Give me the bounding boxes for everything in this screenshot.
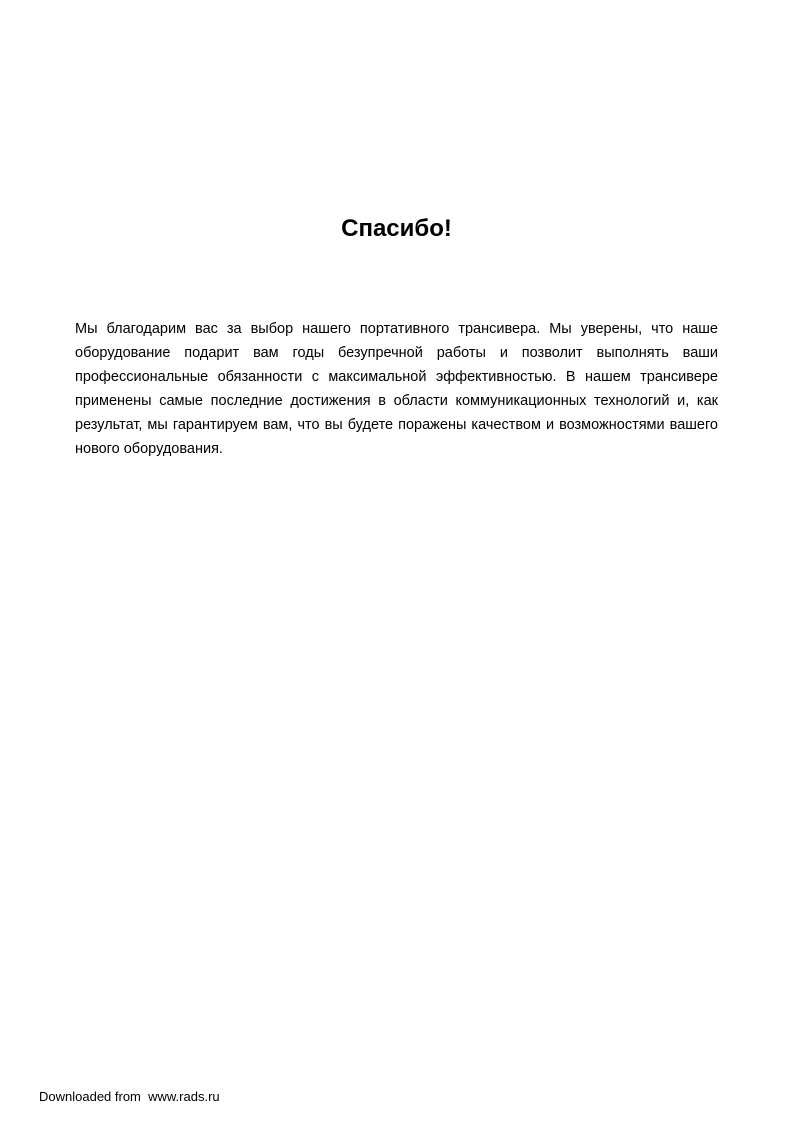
- page-title: Спасибо!: [341, 215, 452, 242]
- download-source-footer: Downloaded from www.rads.ru: [39, 1089, 220, 1104]
- thank-you-paragraph: Мы благодарим вас за выбор нашего портативного трансивера. Мы уверены, что наше оборудование подарит вам годы безупречной работы и позволит выполнять ваши профессиональные обязанности с максимальной эффективностью. В нашем трансивере применены самые последние достижения в области коммуникационных технологий и, как результат, мы гарантируем вам, что вы будете поражены качеством и возможностями вашего нового оборудования.: [75, 321, 718, 457]
